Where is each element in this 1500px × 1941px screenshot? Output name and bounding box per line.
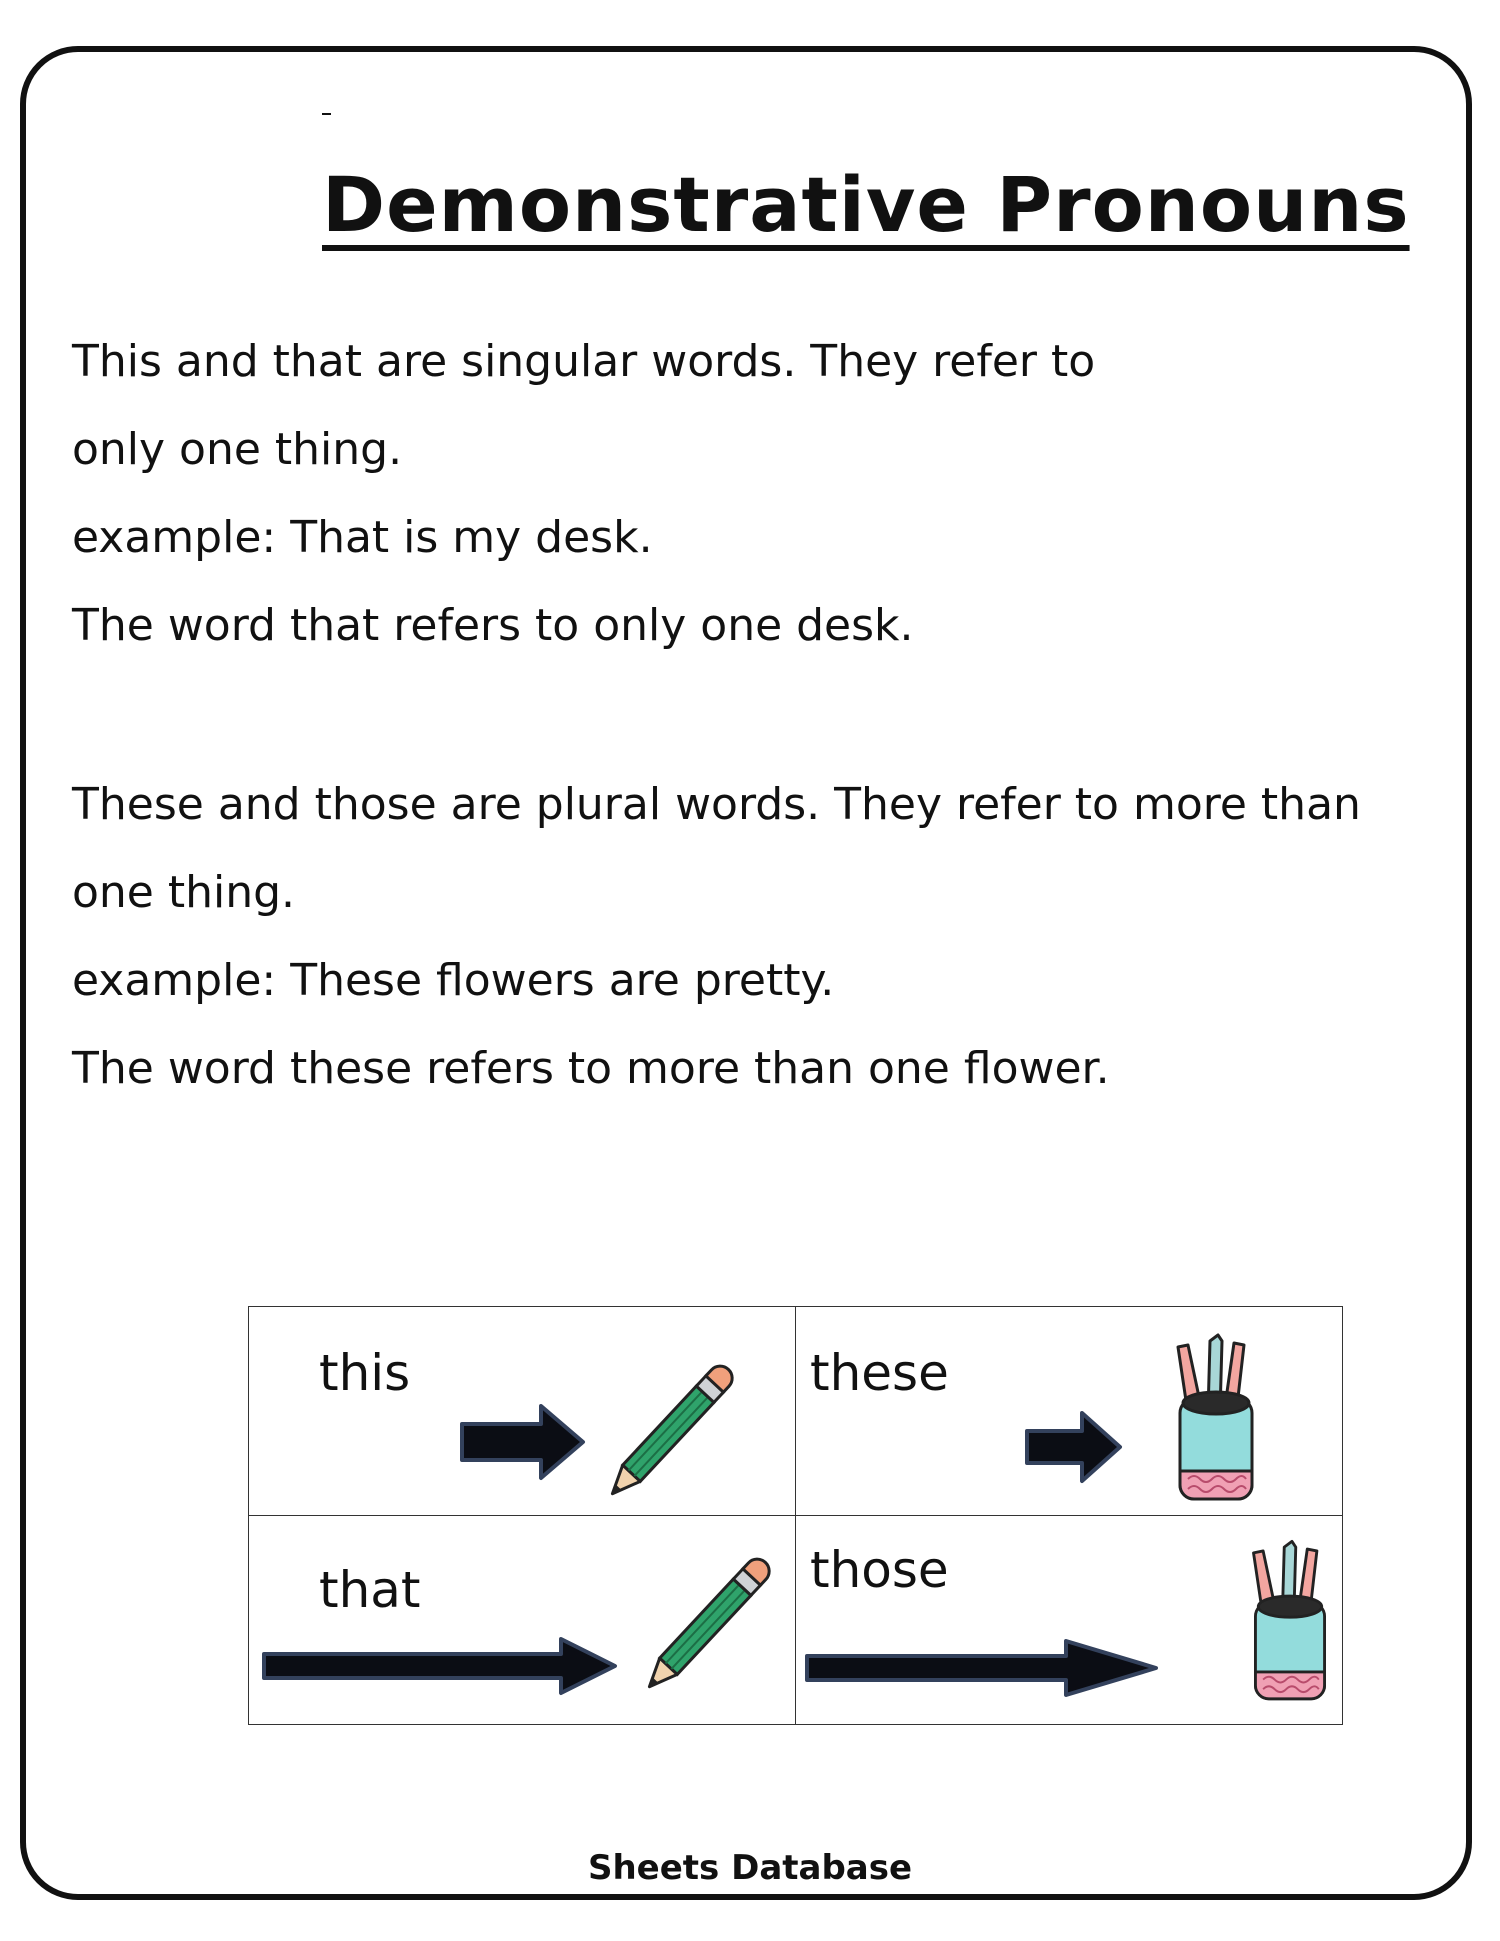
word-those: those	[810, 1541, 949, 1599]
cell-that	[249, 1516, 796, 1725]
cell-those	[796, 1516, 1343, 1725]
long-arrow-icon	[804, 1638, 1164, 1698]
table-row	[249, 1516, 1343, 1725]
page-title: Demonstrative Pronouns	[322, 160, 1410, 249]
paragraph-line: The word that refers to only one desk.	[72, 600, 914, 651]
short-arrow-icon	[459, 1402, 589, 1482]
paragraph-line: one thing.	[72, 867, 296, 918]
paragraph-line: only one thing.	[72, 424, 403, 475]
cell-this	[249, 1307, 796, 1516]
pencil-cup-icon	[1166, 1329, 1266, 1509]
paragraph-line: These and those are plural words. They refer to more than	[72, 779, 1361, 830]
footer-brand: Sheets Database	[587, 1848, 913, 1888]
pencil-icon	[621, 1538, 791, 1718]
short-arrow-icon	[1024, 1409, 1124, 1485]
paragraph-line: example: That is my desk.	[72, 512, 653, 563]
paragraph-line: This and that are singular words. They refer to	[72, 336, 1096, 387]
pencil-icon	[584, 1345, 754, 1525]
paragraph-line: example: These flowers are pretty.	[72, 955, 835, 1006]
singular-paragraph	[72, 318, 1095, 670]
plural-paragraph	[72, 761, 1361, 1113]
word-this: this	[319, 1344, 411, 1402]
pencil-cup-icon	[1242, 1532, 1338, 1712]
stray-mark	[322, 113, 331, 115]
pronoun-table	[248, 1306, 1343, 1725]
cell-these	[796, 1307, 1343, 1516]
word-these: these	[810, 1344, 949, 1402]
long-arrow-icon	[261, 1636, 621, 1696]
table-row	[249, 1307, 1343, 1516]
paragraph-line: The word these refers to more than one flower.	[72, 1043, 1110, 1094]
word-that: that	[319, 1561, 421, 1619]
